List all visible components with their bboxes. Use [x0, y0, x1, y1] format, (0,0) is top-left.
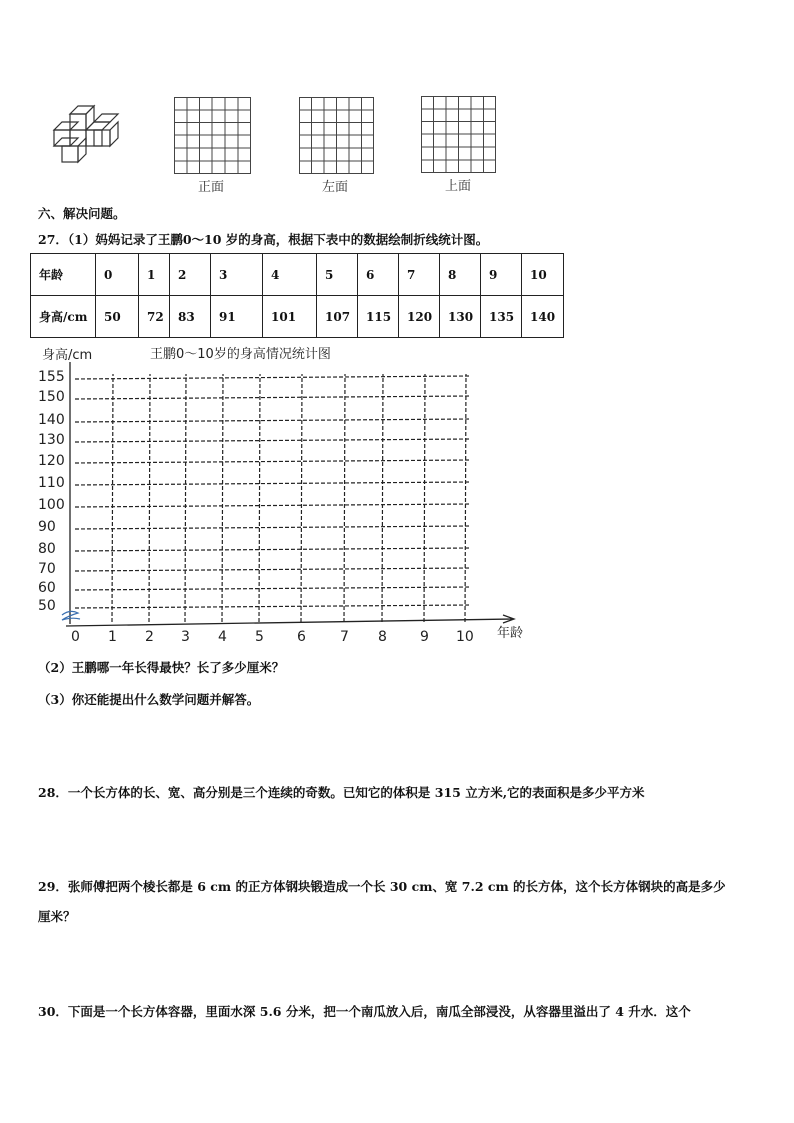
x-tick-label: 3: [181, 629, 190, 645]
y-tick-label: 90: [38, 519, 56, 535]
x-tick-label: 10: [456, 629, 474, 645]
top-view-label: 上面: [445, 179, 472, 194]
grid-vline: [222, 374, 223, 622]
q27-part2: （2）王鹏哪一年长得最快？长了多少厘米？: [38, 660, 285, 675]
grid-vline: [185, 374, 186, 622]
grid-vline: [149, 374, 150, 622]
grid-vline: [259, 374, 260, 622]
q27-part3: （3）你还能提出什么数学问题并解答。: [38, 692, 260, 707]
age-cell: 4: [263, 254, 317, 296]
x-tick-label: 2: [145, 629, 154, 645]
age-header: 年龄: [31, 254, 96, 296]
y-tick-label: 50: [38, 598, 56, 614]
x-axis-label: 年龄: [497, 626, 524, 641]
age-cell: 8: [440, 254, 481, 296]
y-axis-label: 身高/cm: [42, 348, 93, 363]
y-tick-label: 100: [38, 497, 65, 513]
x-tick-label: 4: [218, 629, 227, 645]
height-cell: 107: [317, 296, 358, 338]
grid-hline: [75, 587, 470, 590]
q28-text: 28．一个长方体的长、宽、高分别是三个连续的奇数。已知它的体积是 315 立方米,它的表面积是多少平方米: [38, 785, 645, 800]
height-cell: 140: [522, 296, 564, 338]
y-tick-label: 70: [38, 561, 56, 577]
grid-hline: [75, 605, 470, 608]
grid-hline: [75, 460, 470, 463]
x-axis: [66, 619, 512, 626]
grid-hline: [75, 482, 470, 485]
x-tick-label: 1: [108, 629, 117, 645]
grid-vline: [382, 374, 383, 622]
section-heading: 六、解决问题。: [38, 206, 126, 221]
y-tick-label: 150: [38, 389, 65, 405]
q30-text: 30．下面是一个长方体容器，里面水深 5.6 分米，把一个南瓜放入后，南瓜全部浸没，从容器里溢出了 4 升水．这个: [38, 1004, 691, 1019]
grid-vline: [344, 374, 345, 622]
age-cell: 0: [96, 254, 139, 296]
y-tick-label: 140: [38, 412, 65, 428]
grid-hline: [75, 526, 470, 529]
x-tick-label: 6: [297, 629, 306, 645]
height-cell: 135: [481, 296, 522, 338]
grid-hline: [75, 548, 470, 551]
age-cell: 10: [522, 254, 564, 296]
y-tick-label: 80: [38, 541, 56, 557]
x-tick-label: 5: [255, 629, 264, 645]
height-header: 身高/cm: [31, 296, 96, 338]
height-cell: 101: [263, 296, 317, 338]
q29-text-line2: 厘米？: [38, 909, 76, 924]
height-cell: 83: [170, 296, 211, 338]
height-cell: 120: [399, 296, 440, 338]
x-tick-label: 8: [378, 629, 387, 645]
age-cell: 2: [170, 254, 211, 296]
chart-title: 王鹏0～10岁的身高情况统计图: [150, 347, 331, 362]
y-tick-label: 155: [38, 369, 65, 385]
x-tick-label: 9: [420, 629, 429, 645]
y-tick-label: 110: [38, 475, 65, 491]
y-tick-label: 60: [38, 580, 56, 596]
grid-hline: [75, 396, 470, 399]
age-cell: 6: [358, 254, 399, 296]
age-cell: 1: [139, 254, 170, 296]
grid-hline: [75, 439, 470, 442]
grid-hline: [75, 419, 470, 422]
x-tick-label: 0: [71, 629, 80, 645]
grid-hline: [75, 376, 470, 379]
age-cell: 3: [211, 254, 263, 296]
height-cell: 50: [96, 296, 139, 338]
grid-vline: [301, 374, 302, 622]
grid-hline: [75, 504, 470, 507]
height-cell: 130: [440, 296, 481, 338]
age-cell: 7: [399, 254, 440, 296]
axis-break-mark: [62, 611, 80, 620]
x-tick-label: 7: [340, 629, 349, 645]
q29-text-line1: 29．张师傅把两个棱长都是 6 cm 的正方体钢块锻造成一个长 30 cm、宽 7.2 cm 的长方体，这个长方体钢块的高是多少: [38, 879, 726, 894]
left-view-label: 左面: [322, 180, 349, 195]
height-cell: 72: [139, 296, 170, 338]
q27-intro: 27．（1）妈妈记录了王鹏0～10 岁的身高，根据下表中的数据绘制折线统计图。: [38, 232, 489, 247]
grid-vline: [465, 374, 466, 622]
front-view-label: 正面: [198, 180, 225, 195]
grid-hline: [75, 568, 470, 571]
age-cell: 9: [481, 254, 522, 296]
age-cell: 5: [317, 254, 358, 296]
grid-vline: [424, 374, 425, 622]
grid-vline: [112, 374, 113, 622]
height-cell: 91: [211, 296, 263, 338]
y-tick-label: 120: [38, 453, 65, 469]
height-cell: 115: [358, 296, 399, 338]
y-tick-label: 130: [38, 432, 65, 448]
